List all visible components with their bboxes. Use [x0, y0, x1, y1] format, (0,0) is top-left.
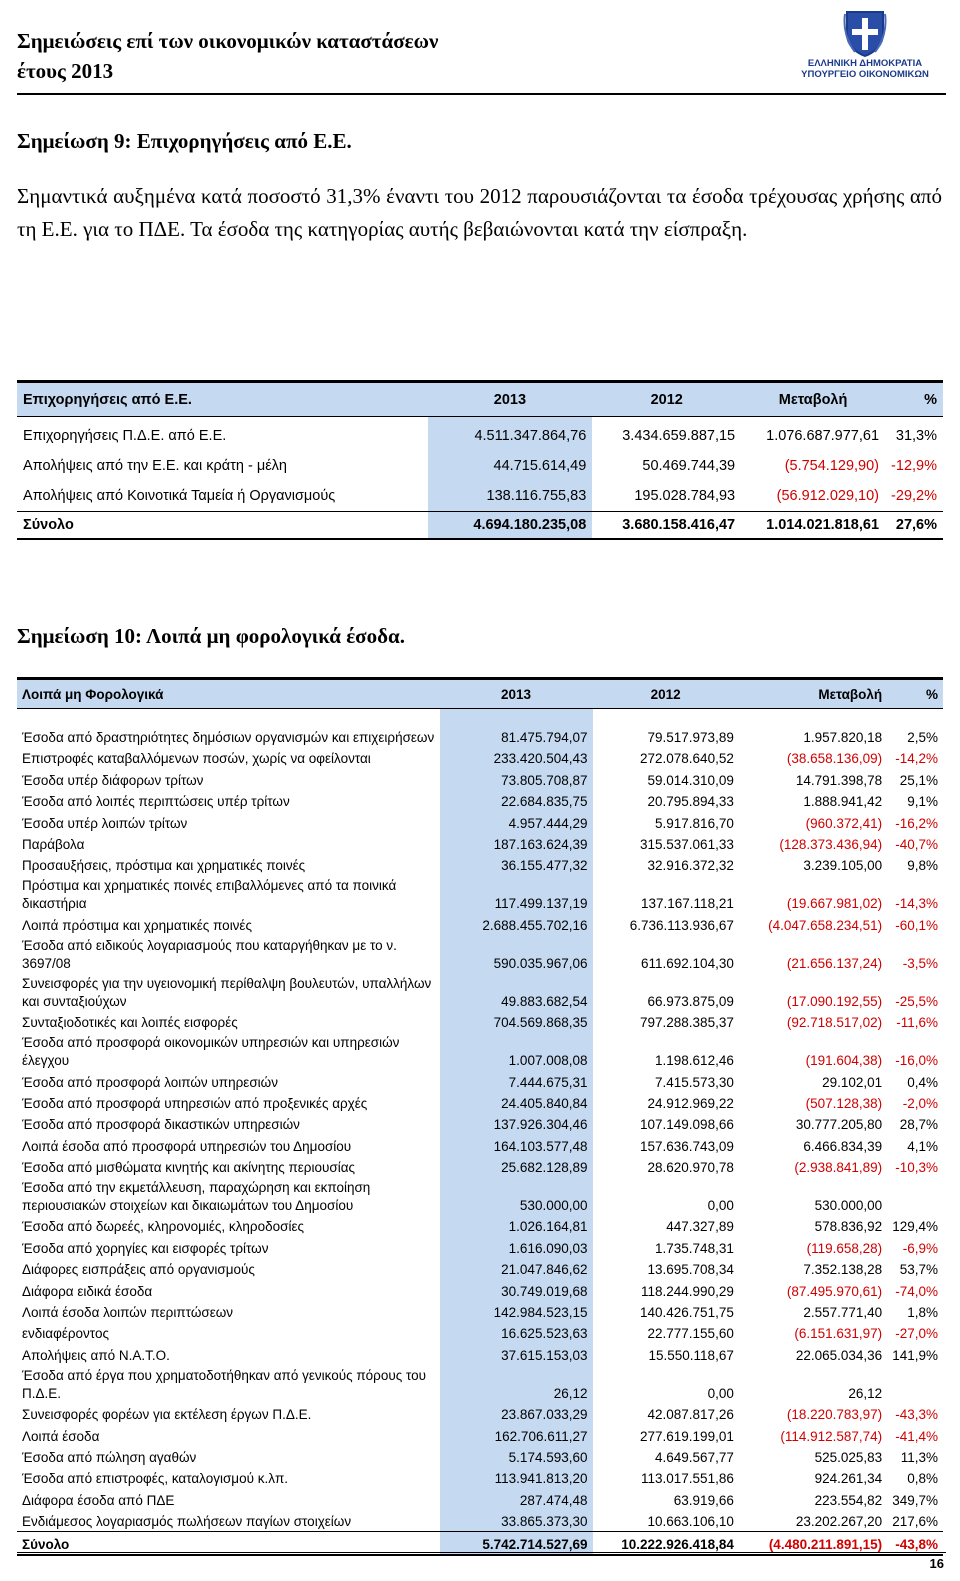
row-label: Έσοδα από έργα που χρηματοδοτήθηκαν από γενικούς πόρους του Π.Δ.Ε.	[22, 1367, 427, 1401]
row-label: Λοιπά έσοδα λοιπών περιπτώσεων	[22, 1305, 233, 1321]
value-2013: 25.682.128,89	[440, 1156, 593, 1177]
row-label: Έσοδα από προσφορά δικαστικών υπηρεσιών	[22, 1117, 300, 1133]
value-change: (5.754.129,90)	[784, 458, 880, 474]
value-pct: -3,5%	[902, 955, 938, 971]
note9-table-header	[17, 382, 943, 417]
note9-heading: Σημείωση 9: Επιχορηγήσεις από Ε.Ε.	[17, 129, 352, 153]
table-row	[17, 1156, 943, 1177]
value-2013: 49.883.682,54	[440, 973, 593, 1011]
row-label: Επιστροφές καταβαλλόμενων ποσών, χωρίς να οφείλονται	[22, 751, 371, 767]
note10-header-2013: 2013	[440, 679, 593, 709]
table-row	[17, 747, 943, 768]
row-label: Συνταξιοδοτικές και λοιπές εισφορές	[22, 1015, 238, 1031]
value-2012: 22.777.155,60	[647, 1326, 734, 1342]
table-row	[17, 1279, 943, 1300]
row-label: Έσοδα από χορηγίες και εισφορές τρίτων	[22, 1240, 269, 1256]
row-label: Έσοδα υπέρ λοιπών τρίτων	[22, 815, 188, 831]
value-pct: -10,3%	[895, 1160, 938, 1176]
value-pct: 0,8%	[907, 1471, 938, 1487]
value-change: (191.604,38)	[805, 1053, 883, 1069]
row-label: Προσαυξήσεις, πρόστιμα και χρηματικές ποινές	[22, 858, 306, 874]
value-2013: 37.615.153,03	[440, 1343, 593, 1364]
total-2013: 4.694.180.235,08	[428, 512, 593, 540]
value-change: 2.557.771,40	[803, 1305, 883, 1321]
value-2012: 0,00	[707, 1198, 734, 1214]
value-change: 530.000,00	[814, 1198, 883, 1214]
table-row	[17, 1011, 943, 1032]
note9-header-change: Μεταβολή	[741, 382, 885, 417]
value-pct: 349,7%	[892, 1492, 938, 1508]
value-change: 23.202.267,20	[795, 1514, 883, 1530]
value-2013: 187.163.624,39	[440, 833, 593, 854]
row-label: Παράβολα	[22, 836, 85, 852]
total-label: Σύνολο	[17, 1532, 440, 1556]
value-2013: 4.957.444,29	[440, 811, 593, 832]
value-2013: 7.444.675,31	[440, 1070, 593, 1091]
note10-header-2012: 2012	[593, 679, 739, 709]
value-pct: 9,8%	[907, 858, 938, 874]
value-pct: 141,9%	[892, 1347, 938, 1363]
value-change: (19.667.981,02)	[786, 896, 883, 912]
value-change: (87.495.970,61)	[786, 1283, 883, 1299]
value-change: (6.151.631,97)	[794, 1326, 883, 1342]
total-2012: 10.222.926.418,84	[593, 1532, 739, 1556]
value-change: 525.025,83	[814, 1449, 883, 1465]
value-pct: -60,1%	[895, 917, 938, 933]
value-2012: 20.795.894,33	[647, 794, 734, 810]
row-label: Έσοδα από επιστροφές, καταλογισμού κ.λπ.	[22, 1471, 289, 1487]
total-pct: 27,6%	[885, 512, 943, 540]
table-row	[17, 833, 943, 854]
note10-heading: Σημείωση 10: Λοιπά μη φορολογικά έσοδα.	[17, 624, 405, 648]
table-row	[17, 1365, 943, 1403]
value-2012: 4.649.567,77	[655, 1449, 734, 1465]
value-2012: 15.550.118,67	[648, 1347, 734, 1363]
row-label: Απολήψεις από Κοινοτικά Ταμεία ή Οργανισμούς	[23, 488, 336, 504]
table-row	[17, 913, 943, 934]
value-2013: 22.684.835,75	[440, 790, 593, 811]
value-change: 14.791.398,78	[795, 772, 883, 788]
value-change: (114.912.587,74)	[780, 1428, 883, 1444]
value-2013: 704.569.868,35	[440, 1011, 593, 1032]
value-change: 1.076.687.977,61	[766, 428, 880, 444]
note9-table	[17, 380, 943, 540]
value-2012: 1.735.748,31	[655, 1240, 734, 1256]
value-2013: 137.926.304,46	[440, 1113, 593, 1134]
value-2012: 6.736.113.936,67	[629, 917, 734, 933]
total-2013: 5.742.714.527,69	[440, 1532, 593, 1556]
value-pct: 0,4%	[907, 1074, 938, 1090]
value-change: (119.658,28)	[806, 1240, 883, 1256]
total-change: 1.014.021.818,61	[741, 512, 885, 540]
value-pct: -11,6%	[896, 1015, 938, 1031]
value-change: (960.372,41)	[805, 815, 883, 831]
row-label: Απολήψεις από Ν.Α.Τ.Ο.	[22, 1347, 170, 1363]
table-row	[17, 1236, 943, 1257]
row-label: Έσοδα από ειδικούς λογαριασμούς που καταργήθηκαν με το ν. 3697/08	[22, 937, 397, 971]
row-label: Έσοδα από προσφορά λοιπών υπηρεσιών	[22, 1074, 278, 1090]
value-2012: 157.636.743,09	[640, 1138, 734, 1154]
logo-text-line2: ΥΠΟΥΡΓΕΙΟ ΟΙΚΟΝΟΜΙΚΩΝ	[801, 69, 929, 80]
total-label: Σύνολο	[17, 512, 428, 540]
value-pct: -16,2%	[895, 815, 938, 831]
document-title-line2: έτους 2013	[17, 59, 114, 83]
value-2013: 33.865.373,30	[440, 1510, 593, 1532]
value-2012: 50.469.744,39	[642, 458, 736, 474]
value-2013: 530.000,00	[440, 1177, 593, 1215]
document-title-line1: Σημειώσεις επί των οικονομικών καταστάσεων	[17, 29, 439, 53]
value-change: 223.554,82	[814, 1492, 883, 1508]
table-row	[17, 1113, 943, 1134]
total-change: (4.480.211.891,15)	[739, 1532, 887, 1556]
value-2013: 73.805.708,87	[440, 768, 593, 789]
row-label: Συνεισφορές φορέων για εκτέλεση έργων Π.Δ.Ε.	[22, 1407, 312, 1423]
row-label: Λοιπά έσοδα	[22, 1428, 100, 1444]
value-pct: 53,7%	[899, 1262, 938, 1278]
table-row	[17, 1322, 943, 1343]
note10-header-change: Μεταβολή	[739, 679, 887, 709]
value-2012: 3.434.659.887,15	[622, 428, 736, 444]
value-2013: 590.035.967,06	[440, 935, 593, 973]
value-change: 3.239.105,00	[803, 858, 883, 874]
value-change: (507.128,38)	[805, 1095, 883, 1111]
value-2013: 24.405.840,84	[440, 1092, 593, 1113]
value-change: 22.065.034,36	[795, 1347, 883, 1363]
row-label: Έσοδα από προσφορά υπηρεσιών από προξενικές αρχές	[22, 1095, 368, 1111]
row-label: Διάφορα ειδικά έσοδα	[22, 1283, 153, 1299]
value-2013: 1.616.090,03	[440, 1236, 593, 1257]
note10-table	[17, 677, 943, 1556]
note9-paragraph: Σημαντικά αυξημένα κατά ποσοστό 31,3% έναντι του 2012 παρουσιάζονται τα έσοδα τρέχουσας χρήσης από τη Ε.Ε. για το ΠΔΕ. Τα έσοδα της κατηγορίας αυτής βεβαιώνονται κατά την είσπραξη.	[17, 184, 942, 241]
value-change: 6.466.834,39	[803, 1138, 883, 1154]
coat-of-arms-icon	[843, 8, 887, 58]
value-2012: 797.288.385,37	[640, 1015, 734, 1031]
row-label: ενδιαφέροντος	[22, 1326, 109, 1342]
value-pct: 4,1%	[907, 1138, 938, 1154]
value-change: (128.373.436,94)	[779, 836, 883, 852]
value-2012: 1.198.612,46	[655, 1053, 734, 1069]
value-2012: 13.695.708,34	[647, 1262, 734, 1278]
value-pct: -25,5%	[895, 993, 938, 1009]
value-change: 1.957.820,18	[803, 730, 883, 745]
value-pct: 1,8%	[907, 1305, 938, 1321]
note9-header-2013: 2013	[428, 382, 593, 417]
value-pct: -14,2%	[895, 751, 938, 767]
table-row	[17, 1424, 943, 1445]
value-pct: -74,0%	[895, 1283, 938, 1299]
table-row	[17, 1177, 943, 1215]
table-row	[17, 1510, 943, 1532]
value-2013: 30.749.019,68	[440, 1279, 593, 1300]
value-2013: 2.688.455.702,16	[440, 913, 593, 934]
value-2013: 81.475.794,07	[440, 709, 593, 748]
value-2013: 138.116.755,83	[428, 481, 593, 512]
value-change: (56.912.029,10)	[776, 488, 880, 504]
row-label: Διάφορα έσοδα από ΠΔΕ	[22, 1492, 175, 1508]
table-row	[17, 1403, 943, 1424]
table-row	[17, 1301, 943, 1322]
value-2013: 16.625.523,63	[440, 1322, 593, 1343]
value-pct: -2,0%	[902, 1095, 938, 1111]
value-pct: 2,5%	[907, 730, 938, 745]
header-rule	[17, 93, 946, 95]
value-pct: 28,7%	[899, 1117, 938, 1133]
value-change: 924.261,34	[814, 1471, 883, 1487]
value-2013: 117.499.137,19	[440, 875, 593, 913]
table-row	[17, 935, 943, 973]
table-row	[17, 973, 943, 1011]
value-2013: 21.047.846,62	[440, 1258, 593, 1279]
value-change: (17.090.192,55)	[786, 993, 883, 1009]
table-row	[17, 1134, 943, 1155]
value-2013: 4.511.347.864,76	[428, 417, 593, 452]
row-label: Έσοδα από προσφορά οικονομικών υπηρεσιών και υπηρεσιών έλεγχου	[22, 1035, 400, 1069]
value-2012: 32.916.372,32	[647, 858, 734, 874]
row-label: Συνεισφορές για την υγειονομική περίθαλψη βουλευτών, υπαλλήλων και συνταξιούχων	[22, 975, 432, 1009]
note9-header-2012: 2012	[592, 382, 741, 417]
value-pct: 25,1%	[899, 772, 938, 788]
value-2013: 23.867.033,29	[440, 1403, 593, 1424]
row-label: Απολήψεις από την Ε.Ε. και κράτη - μέλη	[23, 458, 287, 474]
value-2012: 5.917.816,70	[655, 815, 734, 831]
value-pct: -12,9%	[891, 458, 937, 474]
value-2012: 137.167.118,21	[641, 896, 734, 912]
note10-header-pct: %	[887, 679, 943, 709]
table-row	[17, 1032, 943, 1070]
note10-header-category: Λοιπά μη Φορολογικά	[17, 679, 440, 709]
value-change: 578.836,92	[814, 1219, 883, 1235]
value-2013: 5.174.593,60	[440, 1446, 593, 1467]
row-label: Πρόστιμα και χρηματικές ποινές επιβαλλόμενες από τα ποινικά δικαστήρια	[22, 878, 397, 912]
value-change: (38.658.136,09)	[786, 751, 883, 767]
value-pct: -6,9%	[902, 1240, 938, 1256]
value-2012: 272.078.640,52	[640, 751, 734, 767]
value-2012: 447.327,89	[666, 1219, 734, 1235]
table-row	[17, 790, 943, 811]
value-change: 1.888.941,42	[803, 794, 883, 810]
table-row	[17, 1215, 943, 1236]
ministry-logo	[790, 8, 940, 88]
value-change: (4.047.658.234,51)	[768, 917, 883, 933]
note9-header-category: Επιχορηγήσεις από Ε.Ε.	[17, 382, 428, 417]
value-pct: -16,0%	[895, 1053, 938, 1069]
row-label: Έσοδα από λοιπές περιπτώσεις υπέρ τρίτων	[22, 794, 290, 810]
row-label: Διάφορες εισπράξεις από οργανισμούς	[22, 1262, 255, 1278]
table-row	[17, 1488, 943, 1509]
value-2012: 59.014.310,09	[647, 772, 734, 788]
value-2012: 42.087.817,26	[647, 1407, 734, 1423]
table-row	[17, 481, 943, 512]
value-change: (18.220.783,97)	[786, 1407, 883, 1423]
value-2012: 10.663.106,10	[647, 1514, 734, 1530]
row-label: Έσοδα από δραστηριότητες δημόσιων οργανισμών και επιχειρήσεων	[22, 730, 435, 745]
table-row	[17, 417, 943, 452]
value-2013: 142.984.523,15	[440, 1301, 593, 1322]
value-2012: 118.244.990,29	[641, 1283, 734, 1299]
value-2013: 233.420.504,43	[440, 747, 593, 768]
value-pct: 217,6%	[892, 1514, 938, 1530]
note10-table-header	[17, 679, 943, 709]
document-title	[17, 26, 617, 86]
value-2012: 315.537.061,33	[640, 836, 734, 852]
row-label: Έσοδα από πώληση αγαθών	[22, 1449, 197, 1465]
value-2013: 287.474,48	[440, 1488, 593, 1509]
table-row	[17, 451, 943, 481]
page-number: 16	[929, 1556, 944, 1571]
value-2012: 28.620.970,78	[647, 1160, 734, 1176]
value-2013: 26,12	[440, 1365, 593, 1403]
table-row	[17, 1446, 943, 1467]
total-pct: -43,8%	[887, 1532, 943, 1556]
table-row	[17, 709, 943, 748]
logo-text-line1: ΕΛΛΗΝΙΚΗ ΔΗΜΟΚΡΑΤΙΑ	[807, 58, 923, 69]
value-2013: 1.026.164,81	[440, 1215, 593, 1236]
value-2013: 44.715.614,49	[428, 451, 593, 481]
value-2013: 113.941.813,20	[440, 1467, 593, 1488]
table-row	[17, 854, 943, 875]
note9-header-pct: %	[885, 382, 943, 417]
row-label: Επιχορηγήσεις Π.Δ.Ε. από Ε.Ε.	[23, 428, 227, 444]
value-2012: 113.017.551,86	[641, 1471, 734, 1487]
value-pct: -29,2%	[891, 488, 937, 504]
value-2013: 162.706.611,27	[440, 1424, 593, 1445]
document-header	[17, 26, 617, 86]
value-2012: 107.149.098,66	[640, 1117, 734, 1133]
value-pct: 11,3%	[900, 1449, 938, 1465]
value-2012: 24.912.969,22	[647, 1095, 734, 1111]
value-pct: 129,4%	[892, 1219, 938, 1235]
row-label: Έσοδα από δωρεές, κληρονομιές, κληροδοσίες	[22, 1219, 304, 1235]
value-pct: -41,4%	[895, 1428, 938, 1444]
value-change: 30.777.205,80	[795, 1117, 883, 1133]
value-pct	[887, 1365, 943, 1403]
table-row	[17, 768, 943, 789]
value-2013: 36.155.477,32	[440, 854, 593, 875]
table-row	[17, 1258, 943, 1279]
value-2012: 195.028.784,93	[634, 488, 736, 504]
value-2012: 63.919,66	[673, 1492, 734, 1508]
row-label: Λοιπά έσοδα από προσφορά υπηρεσιών του Δημοσίου	[22, 1138, 352, 1154]
value-change: 26,12	[848, 1385, 883, 1401]
value-2013: 1.007.008,08	[440, 1032, 593, 1070]
value-pct: 31,3%	[895, 428, 937, 444]
row-label: Έσοδα υπέρ διάφορων τρίτων	[22, 772, 204, 788]
value-2012: 0,00	[707, 1385, 734, 1401]
value-pct: -27,0%	[895, 1326, 938, 1342]
table-row	[17, 1343, 943, 1364]
value-2012: 140.426.751,75	[640, 1305, 734, 1321]
value-2012: 66.973.875,09	[647, 993, 734, 1009]
row-label: Ενδιάμεσος λογαριασμός πωλήσεων παγίων στοιχείων	[22, 1514, 352, 1530]
total-2012: 3.680.158.416,47	[592, 512, 741, 540]
table-row	[17, 1467, 943, 1488]
value-pct: -43,3%	[895, 1407, 938, 1423]
value-change: (2.938.841,89)	[794, 1160, 883, 1176]
total-row	[17, 512, 943, 540]
value-2012: 7.415.573,30	[655, 1074, 734, 1090]
value-2013: 164.103.577,48	[440, 1134, 593, 1155]
value-pct: -40,7%	[895, 836, 938, 852]
value-pct	[887, 1177, 943, 1215]
table-row	[17, 1092, 943, 1113]
footer-rule	[17, 1552, 946, 1553]
table-row	[17, 875, 943, 913]
value-change: 29.102,01	[822, 1074, 883, 1090]
value-2012: 79.517.973,89	[647, 730, 734, 745]
value-pct: -14,3%	[895, 896, 938, 912]
value-2012: 611.692.104,30	[641, 955, 734, 971]
value-pct: 9,1%	[907, 794, 938, 810]
row-label: Έσοδα από την εκμετάλλευση, παραχώρηση και εκποίηση περιουσιακών στοιχείων και δικαιωμάτων του Δημοσίου	[22, 1180, 371, 1214]
row-label: Λοιπά πρόστιμα και χρηματικές ποινές	[22, 917, 252, 933]
value-2012: 277.619.199,01	[640, 1428, 734, 1444]
value-change: (92.718.517,02)	[786, 1015, 883, 1031]
row-label: Έσοδα από μισθώματα κινητής και ακίνητης περιουσίας	[22, 1160, 356, 1176]
table-row	[17, 811, 943, 832]
value-change: (21.656.137,24)	[786, 955, 883, 971]
table-row	[17, 1070, 943, 1091]
value-change: 7.352.138,28	[803, 1262, 883, 1278]
